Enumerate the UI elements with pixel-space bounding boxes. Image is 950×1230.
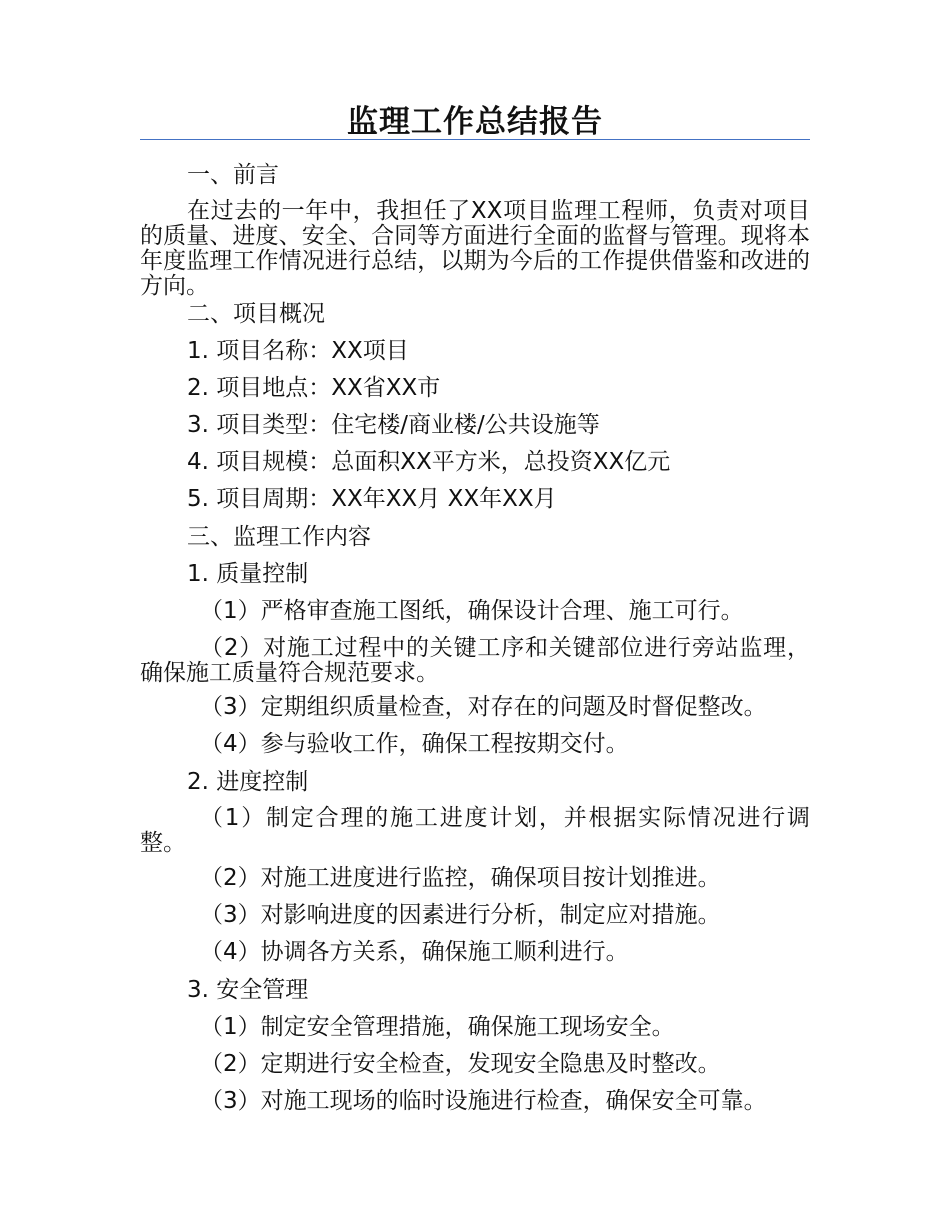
preface-paragraph: 在过去的一年中，我担任了XX项目监理工程师，负责对项目的质量、进度、安全、合同等方面进行全面的监督与管理。现将本年度监理工作情况进行总结，以期为今后的工作提供借鉴和改进的方向。	[140, 198, 810, 299]
overview-item-type: 3. 项目类型：住宅楼/商业楼/公共设施等	[187, 412, 600, 438]
section-heading-overview: 二、项目概况	[187, 301, 325, 327]
quality-item: （3）定期组织质量检查，对存在的问题及时督促整改。	[200, 694, 767, 720]
progress-item: （3）对影响进度的因素进行分析，制定应对措施。	[200, 902, 721, 928]
overview-item-scale: 4. 项目规模：总面积XX平方米，总投资XX亿元	[187, 449, 671, 475]
quality-item: （4）参与验收工作，确保工程按期交付。	[200, 731, 629, 757]
quality-item: （1）严格审查施工图纸，确保设计合理、施工可行。	[200, 598, 744, 624]
overview-item-period: 5. 项目周期：XX年XX月 XX年XX月	[187, 486, 557, 512]
subsection-heading-progress: 2. 进度控制	[187, 769, 309, 795]
subsection-heading-safety: 3. 安全管理	[187, 977, 309, 1003]
safety-item: （1）制定安全管理措施，确保施工现场安全。	[200, 1014, 675, 1040]
quality-item: （2）对施工过程中的关键工序和关键部位进行旁站监理，确保施工质量符合规范要求。	[140, 635, 810, 686]
subsection-heading-quality: 1. 质量控制	[187, 561, 309, 587]
overview-item-location: 2. 项目地点：XX省XX市	[187, 375, 441, 401]
overview-item-name: 1. 项目名称：XX项目	[187, 338, 409, 364]
section-heading-preface: 一、前言	[187, 162, 279, 188]
title-underline	[140, 139, 810, 140]
document-title: 监理工作总结报告	[347, 104, 603, 140]
safety-item: （3）对施工现场的临时设施进行检查，确保安全可靠。	[200, 1088, 767, 1114]
progress-item: （4）协调各方关系，确保施工顺利进行。	[200, 939, 629, 965]
safety-item: （2）定期进行安全检查，发现安全隐患及时整改。	[200, 1051, 721, 1077]
section-heading-content: 三、监理工作内容	[187, 524, 371, 550]
progress-item: （1）制定合理的施工进度计划，并根据实际情况进行调整。	[140, 805, 810, 856]
progress-item: （2）对施工进度进行监控，确保项目按计划推进。	[200, 865, 721, 891]
